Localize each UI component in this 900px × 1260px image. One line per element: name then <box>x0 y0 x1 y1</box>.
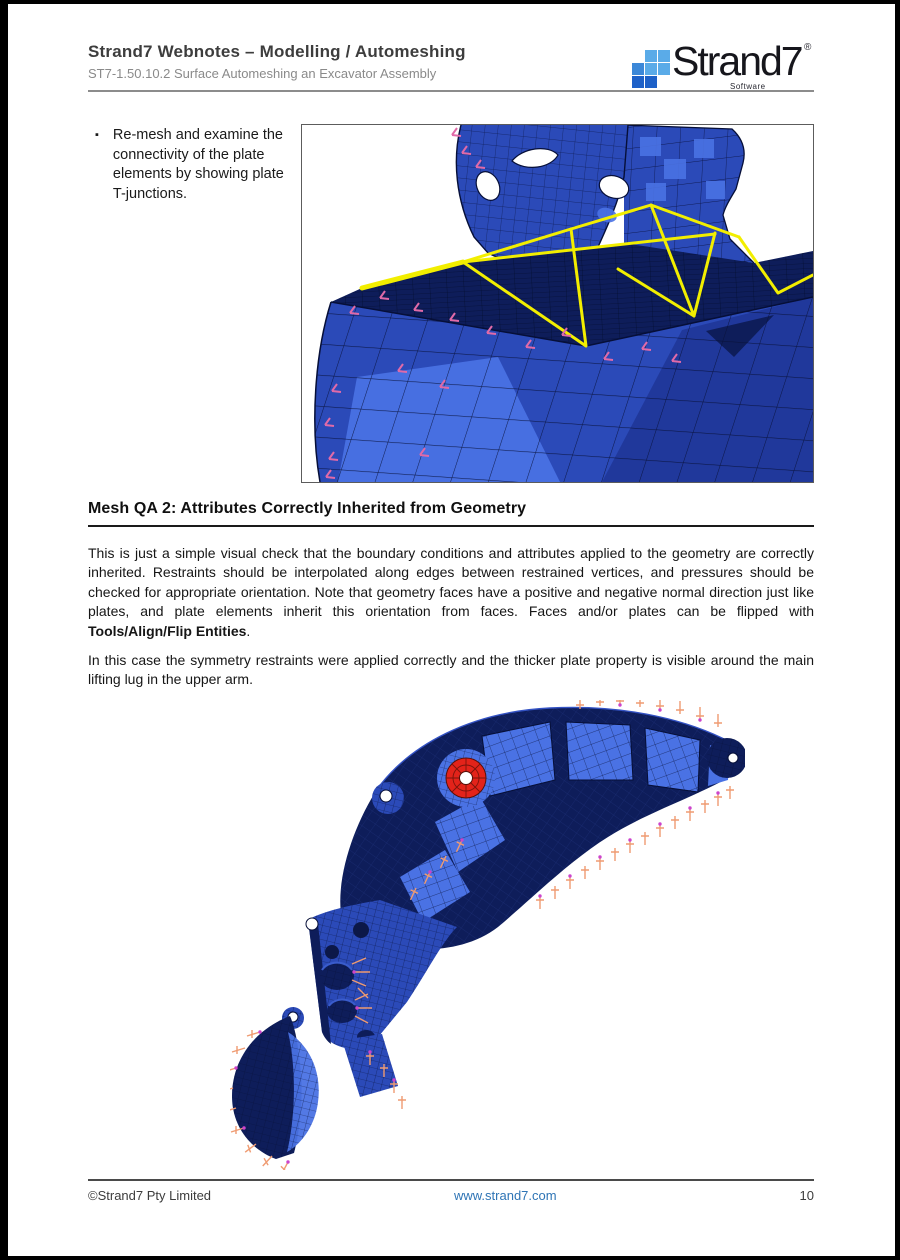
logo-square-light <box>658 63 670 75</box>
arm-left-lug <box>372 782 404 814</box>
document-title: Strand7 Webnotes – Modelling / Automeshing <box>88 42 466 61</box>
logo-square-mid <box>632 63 644 75</box>
page-number: 10 <box>799 1188 814 1203</box>
paragraph-1 <box>88 544 814 641</box>
strand7-logo-squares-icon <box>632 50 670 88</box>
paragraph-1-text: This is just a simple visual check that the boundary conditions and attributes applied to the geometry are correctly inherited. Restraints should be interpolated along edges between restrained vertices, and pressures should be checked for appropriate orientation. Note that geometry faces have a positive and negative normal direction just like plates, and plate elements inherit this orientation from faces. Faces and/or plates can be flipped with <box>88 545 814 620</box>
figure-t-junction-mesh <box>301 124 814 483</box>
bullet-text: Re-mesh and examine the connectivity of the plate elements by showing plate T-junctions. <box>112 127 284 202</box>
logo-square-dark <box>645 76 657 88</box>
strand7-logo-wordmark: Strand7 <box>672 38 802 84</box>
logo-square-light <box>658 50 670 62</box>
paragraph-2: In this case the symmetry restraints were applied correctly and the thicker plate property is visible around the main lifting lug in the upper arm. <box>88 652 814 688</box>
page <box>8 4 895 1256</box>
mesh-neck-plate <box>456 125 631 264</box>
bullet-list-item <box>88 126 298 204</box>
excavator-arm-svg <box>230 700 745 1170</box>
registered-trademark-icon: ® <box>804 42 812 53</box>
menu-path-bold-text: Tools/Align/Flip Entities <box>88 622 247 639</box>
document-subtitle: ST7-1.50.10.2 Surface Automeshing an Excavator Assembly <box>88 66 437 81</box>
bucket <box>232 1016 319 1159</box>
t-junction-mesh-svg <box>302 125 813 482</box>
footer <box>88 1188 814 1203</box>
footer-website-link[interactable]: www.strand7.com <box>453 1188 557 1203</box>
logo-square-light <box>645 50 657 62</box>
logo-square-light <box>645 63 657 75</box>
figure-excavator-arm <box>230 700 745 1170</box>
paragraph-1-period: . <box>246 622 251 639</box>
bullet-icon: ▪ <box>95 129 99 141</box>
strand7-logo-tagline: Software <box>730 82 766 91</box>
strand7-logo <box>632 40 822 92</box>
thick-plate-red-ring <box>437 749 495 807</box>
logo-square-dark <box>632 76 644 88</box>
footer-rule <box>88 1179 814 1181</box>
footer-copyright: ©Strand7 Pty Limited <box>88 1188 212 1203</box>
section-heading: Mesh QA 2: Attributes Correctly Inherited from Geometry <box>88 500 814 527</box>
